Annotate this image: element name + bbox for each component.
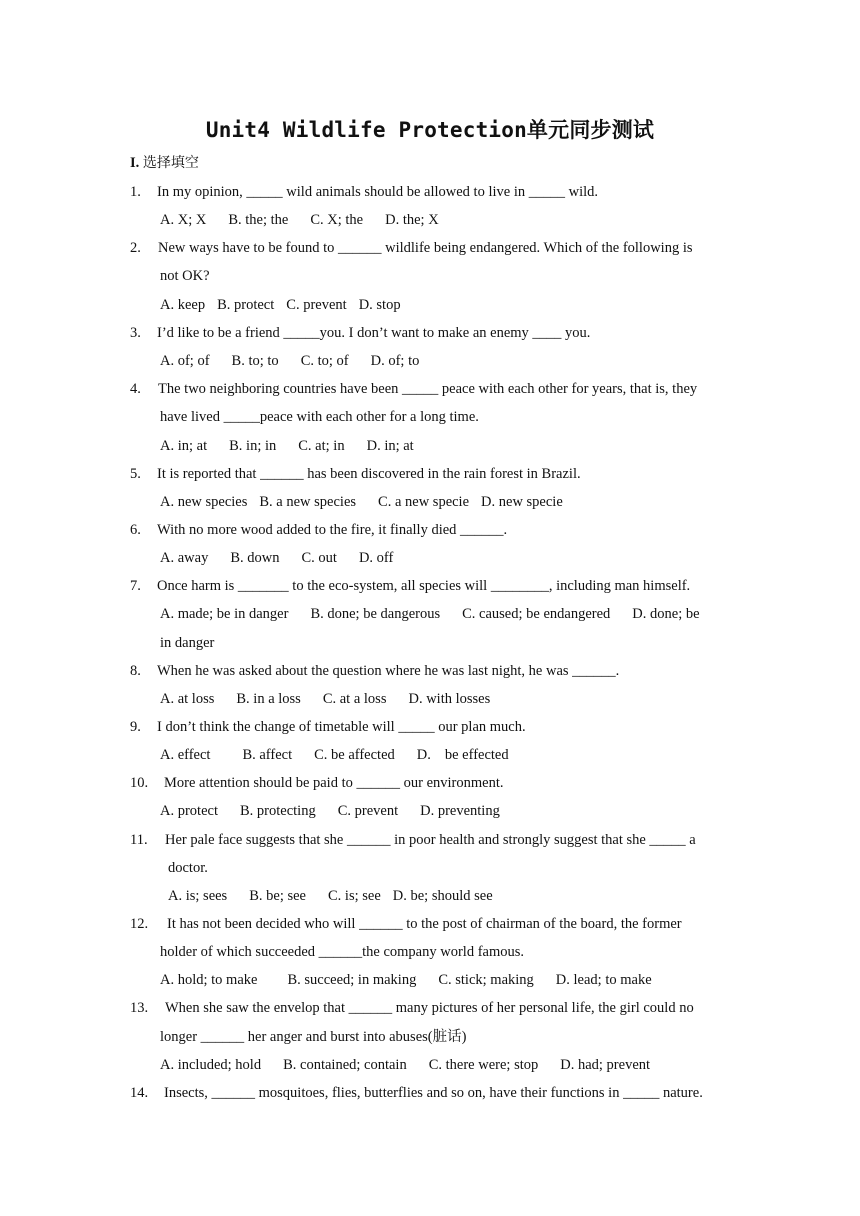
option-c: C. at a loss: [322, 691, 387, 707]
option-a: A. of; of: [160, 353, 210, 369]
question-number: 12.: [130, 916, 149, 932]
option-b: B. to; to: [231, 353, 279, 369]
option-d: D. new specie: [481, 494, 563, 510]
question-text: Once harm is _______ to the eco-system, all species will ________, including man himself.: [157, 578, 691, 594]
question-text-continued: holder of which succeeded ______the company world famous.: [160, 944, 525, 960]
question-text: New ways have to be found to ______ wildlife being endangered. Which of the following is: [158, 240, 693, 256]
option-c: C. a new specie: [378, 494, 470, 510]
section-numeral: I.: [130, 155, 140, 171]
option-b: B. affect: [242, 747, 293, 763]
option-b: B. the; the: [228, 212, 289, 228]
option-b: B. in; in: [229, 438, 277, 454]
answer-options: [160, 801, 522, 821]
option-d: D. off: [358, 550, 394, 566]
question-text-continued: doctor.: [168, 860, 208, 876]
answer-options: [160, 492, 585, 512]
option-b: B. protecting: [239, 803, 316, 819]
option-b: B. protect: [217, 297, 275, 313]
question-text: It has not been decided who will ______ to the post of chairman of the board, the former: [167, 916, 682, 932]
option-d-letter: D.: [416, 747, 431, 763]
question-text: When he was asked about the question where he was last night, he was ______.: [157, 663, 620, 679]
option-a: A. hold; to make: [160, 972, 258, 988]
question-text: Her pale face suggests that she ______ in poor health and strongly suggest that she _____ a: [165, 832, 696, 848]
option-b: B. be; see: [249, 888, 306, 904]
answer-options: [160, 689, 512, 709]
question-number: 10.: [130, 775, 149, 791]
option-c: C. prevent: [337, 803, 399, 819]
option-d: D. with losses: [408, 691, 491, 707]
answer-options: [160, 745, 531, 765]
question-number: 8.: [130, 663, 141, 679]
question-number: 1.: [130, 184, 141, 200]
question-number: 13.: [130, 1000, 149, 1016]
option-b: B. a new species: [259, 494, 357, 510]
option-c: C. to; of: [300, 353, 349, 369]
option-b: B. done; be dangerous: [310, 606, 441, 622]
question-text: It is reported that ______ has been discovered in the rain forest in Brazil.: [157, 466, 581, 482]
option-a: A. X; X: [160, 212, 207, 228]
option-c: C. out: [301, 550, 337, 566]
question-text: Insects, ______ mosquitoes, flies, butterflies and so on, have their functions in _____ nature.: [164, 1085, 703, 1101]
answer-options: [160, 351, 441, 371]
question-text: I’d like to be a friend _____you. I don’t want to make an enemy ____ you.: [157, 325, 591, 341]
section-heading: [130, 152, 199, 172]
option-a: A. at loss: [160, 691, 215, 707]
answer-options: [160, 436, 436, 456]
option-d: D. had; prevent: [560, 1057, 651, 1073]
option-a: A. included; hold: [160, 1057, 262, 1073]
option-d: D. done; be: [632, 606, 700, 622]
answer-options: [168, 886, 515, 906]
answer-options-continued: in danger: [160, 635, 215, 651]
question-number: 7.: [130, 578, 141, 594]
question-text-continued: longer ______ her anger and burst into abuses(脏话): [160, 1029, 467, 1045]
option-a: A. away: [160, 550, 209, 566]
option-d: D. in; at: [366, 438, 414, 454]
question-text: With no more wood added to the fire, it finally died ______.: [157, 522, 508, 538]
option-d: D. of; to: [370, 353, 420, 369]
option-d: D. lead; to make: [555, 972, 652, 988]
question-number: 14.: [130, 1085, 149, 1101]
option-d: D. preventing: [420, 803, 500, 819]
question-number: 11.: [130, 832, 148, 848]
option-d-text: be effected: [444, 747, 509, 763]
option-b: B. down: [230, 550, 280, 566]
option-c: C. there were; stop: [428, 1057, 539, 1073]
option-a: A. keep: [160, 297, 206, 313]
option-c: C. prevent: [286, 297, 347, 313]
section-label: 选择填空: [142, 155, 199, 171]
answer-options: [160, 295, 413, 315]
option-d: D. be; should see: [392, 888, 493, 904]
option-b: B. in a loss: [236, 691, 301, 707]
option-a: A. in; at: [160, 438, 208, 454]
option-a: A. effect: [160, 747, 211, 763]
answer-options: [160, 1055, 672, 1075]
option-d: D. the; X: [385, 212, 439, 228]
question-number: 9.: [130, 719, 141, 735]
question-number: 3.: [130, 325, 141, 341]
option-c: C. stick; making: [438, 972, 534, 988]
option-a: A. is; sees: [168, 888, 228, 904]
option-b: B. contained; contain: [283, 1057, 407, 1073]
answer-options: [160, 604, 700, 624]
question-text-continued: have lived _____peace with each other for a long time.: [160, 409, 479, 425]
option-a: A. protect: [160, 803, 218, 819]
option-a: A. new species: [160, 494, 248, 510]
answer-options: [160, 970, 674, 990]
question-text: When she saw the envelop that ______ many pictures of her personal life, the girl could no: [165, 1000, 694, 1016]
option-a: A. made; be in danger: [160, 606, 289, 622]
option-d: D. stop: [358, 297, 401, 313]
answer-options: [160, 548, 415, 568]
question-text: In my opinion, _____ wild animals should be allowed to live in _____ wild.: [157, 184, 599, 200]
option-c: C. is; see: [328, 888, 381, 904]
question-number: 4.: [130, 381, 141, 397]
option-c: C. X; the: [310, 212, 364, 228]
question-text-continued: not OK?: [160, 268, 210, 284]
question-number: 2.: [130, 240, 141, 256]
page-title: Unit4 Wildlife Protection单元同步测试: [205, 118, 655, 142]
question-text: I don’t think the change of timetable will _____ our plan much.: [157, 719, 526, 735]
option-c: C. be affected: [314, 747, 395, 763]
option-c: C. at; in: [298, 438, 345, 454]
question-text: The two neighboring countries have been _____ peace with each other for years, that is, they: [158, 381, 698, 397]
option-c: C. caused; be endangered: [462, 606, 611, 622]
question-text: More attention should be paid to ______ our environment.: [164, 775, 504, 791]
answer-options: [160, 210, 461, 230]
question-number: 6.: [130, 522, 141, 538]
option-b: B. succeed; in making: [287, 972, 417, 988]
question-number: 5.: [130, 466, 141, 482]
